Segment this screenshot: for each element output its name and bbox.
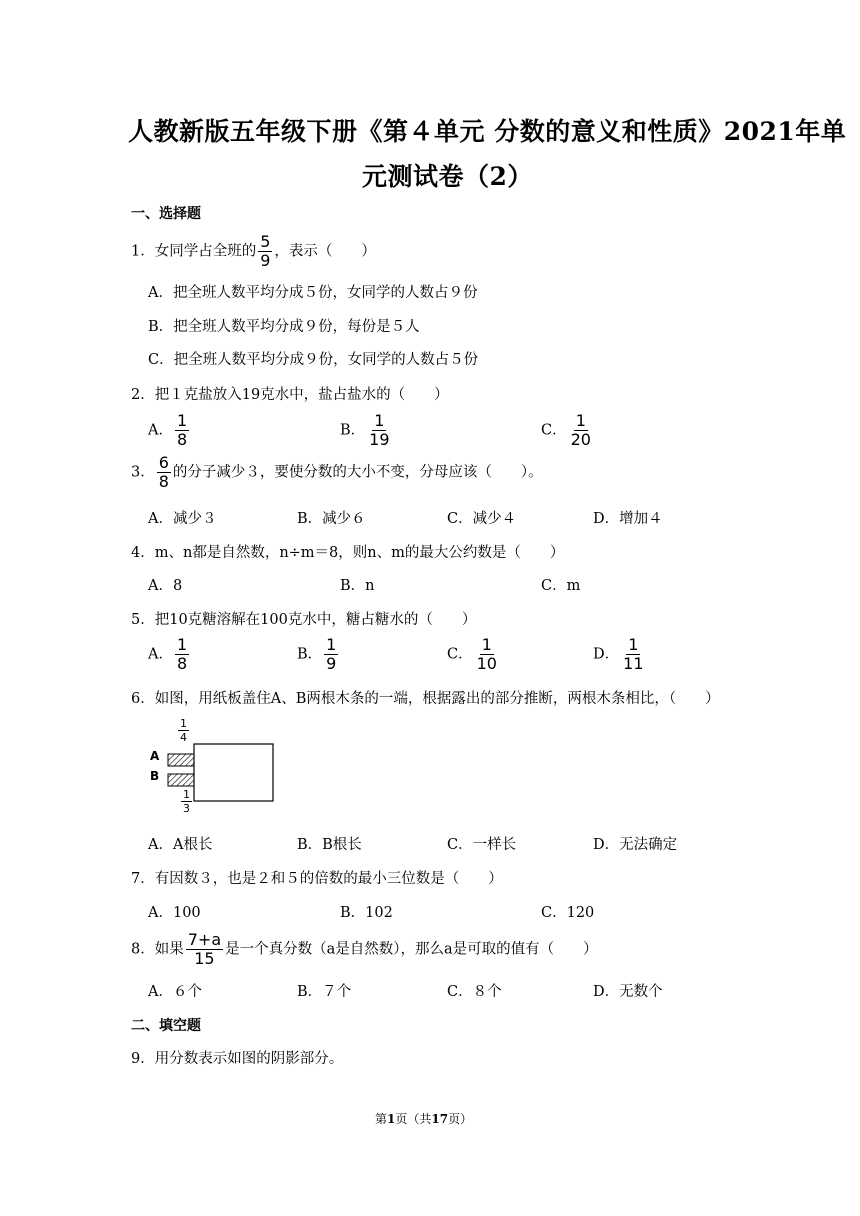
question-7-option-b: B．102 bbox=[340, 905, 393, 921]
question-4-option-a: A．8 bbox=[148, 578, 183, 594]
question-1-suffix: ，表示（ ） bbox=[274, 243, 376, 260]
question-4-option-c: C．m bbox=[541, 578, 581, 594]
question-7: 7．有因数３，也是２和５的倍数的最小三位数是（ ） bbox=[131, 871, 503, 887]
question-2-option-a: A． $\frac{1}{8}$ bbox=[148, 411, 188, 449]
question-6-figure bbox=[148, 718, 278, 822]
question-1 bbox=[131, 234, 376, 269]
question-9: 9．用分数表示如图的阴影部分。 bbox=[131, 1051, 344, 1067]
figure-label-a: A bbox=[150, 749, 160, 763]
question-8-option-d: D．无数个 bbox=[593, 984, 663, 1000]
question-3-option-c: C．减少４ bbox=[447, 511, 517, 527]
question-6-option-d: D．无法确定 bbox=[593, 837, 678, 853]
figure-label-b: B bbox=[150, 769, 160, 783]
question-1-option-a: A．把全班人数平均分成５份，女同学的人数占９份 bbox=[148, 285, 478, 301]
question-1-fraction: $\frac{5}{9}$ bbox=[260, 232, 271, 270]
question-8: 8．如果 $\frac{7+a}{15}$ 是一个真分数（a是自然数），那么a是可取的值有（ ） bbox=[131, 930, 598, 968]
question-1-prefix: 1．女同学占全班的 bbox=[131, 243, 257, 260]
section-heading-fill: 二、填空题 bbox=[131, 1018, 201, 1034]
cardboard-cover bbox=[194, 744, 273, 801]
current-page-number: 1 bbox=[387, 1112, 396, 1126]
question-5-option-d: D． $\frac{1}{11}$ bbox=[593, 635, 644, 673]
question-3-fraction: $\frac{6}{8}$ bbox=[158, 453, 169, 491]
question-1-option-c: C．把全班人数平均分成９份，女同学的人数占５份 bbox=[148, 352, 479, 368]
question-3-option-a: A．减少３ bbox=[148, 511, 217, 527]
figure-bottom-fraction: $\frac{1}{3}$ bbox=[183, 788, 190, 815]
question-7-option-c: C．120 bbox=[541, 905, 595, 921]
figure-drawing bbox=[148, 718, 278, 822]
question-3-option-d: D．增加４ bbox=[593, 511, 663, 527]
section-heading-choice: 一、选择题 bbox=[131, 206, 201, 222]
question-8-fraction: $\frac{7+a}{15}$ bbox=[187, 930, 222, 968]
question-8-option-a: A．６个 bbox=[148, 984, 202, 1000]
question-4-option-b: B．n bbox=[340, 578, 375, 594]
stick-a-exposed bbox=[168, 754, 194, 766]
question-2: 2．把１克盐放入19克水中，盐占盐水的（ ） bbox=[131, 387, 449, 403]
total-pages: 17 bbox=[431, 1112, 449, 1126]
question-2-option-c: C． $\frac{1}{20}$ bbox=[541, 411, 591, 449]
question-5-option-b: B． $\frac{1}{9}$ bbox=[297, 635, 337, 673]
page-title-line1: 人教新版五年级下册《第４单元 分数的意义和性质》2021年单 bbox=[128, 117, 847, 146]
question-3: 3． $\frac{6}{8}$ 的分子减少３，要使分数的大小不变，分母应该（ ）。 bbox=[131, 453, 543, 491]
question-6: 6．如图，用纸板盖住A、B两根木条的一端，根据露出的部分推断，两根木条相比，（ ） bbox=[131, 691, 720, 707]
page-footer: 第1页（共17页） bbox=[375, 1112, 473, 1126]
stick-b-exposed bbox=[168, 774, 194, 786]
question-4: 4．m、n都是自然数，n÷m＝8，则n、m的最大公约数是（ ） bbox=[131, 545, 565, 561]
question-5: 5．把10克糖溶解在100克水中，糖占糖水的（ ） bbox=[131, 612, 477, 628]
question-1-option-b: B．把全班人数平均分成９份，每份是５人 bbox=[148, 319, 420, 335]
figure-top-fraction: $\frac{1}{4}$ bbox=[180, 717, 187, 744]
page-title-line2: 元测试卷（2） bbox=[362, 162, 533, 191]
question-6-option-a: A．A根长 bbox=[148, 837, 213, 853]
question-7-option-a: A．100 bbox=[148, 905, 201, 921]
question-6-option-c: C．一样长 bbox=[447, 837, 517, 853]
question-3-option-b: B．减少６ bbox=[297, 511, 366, 527]
question-8-option-c: C．８个 bbox=[447, 984, 502, 1000]
question-6-option-b: B．B根长 bbox=[297, 837, 362, 853]
question-2-option-b: B． $\frac{1}{19}$ bbox=[340, 411, 390, 449]
question-5-option-a: A． $\frac{1}{8}$ bbox=[148, 635, 188, 673]
question-8-option-b: B．７个 bbox=[297, 984, 352, 1000]
question-5-option-c: C． $\frac{1}{10}$ bbox=[447, 635, 497, 673]
